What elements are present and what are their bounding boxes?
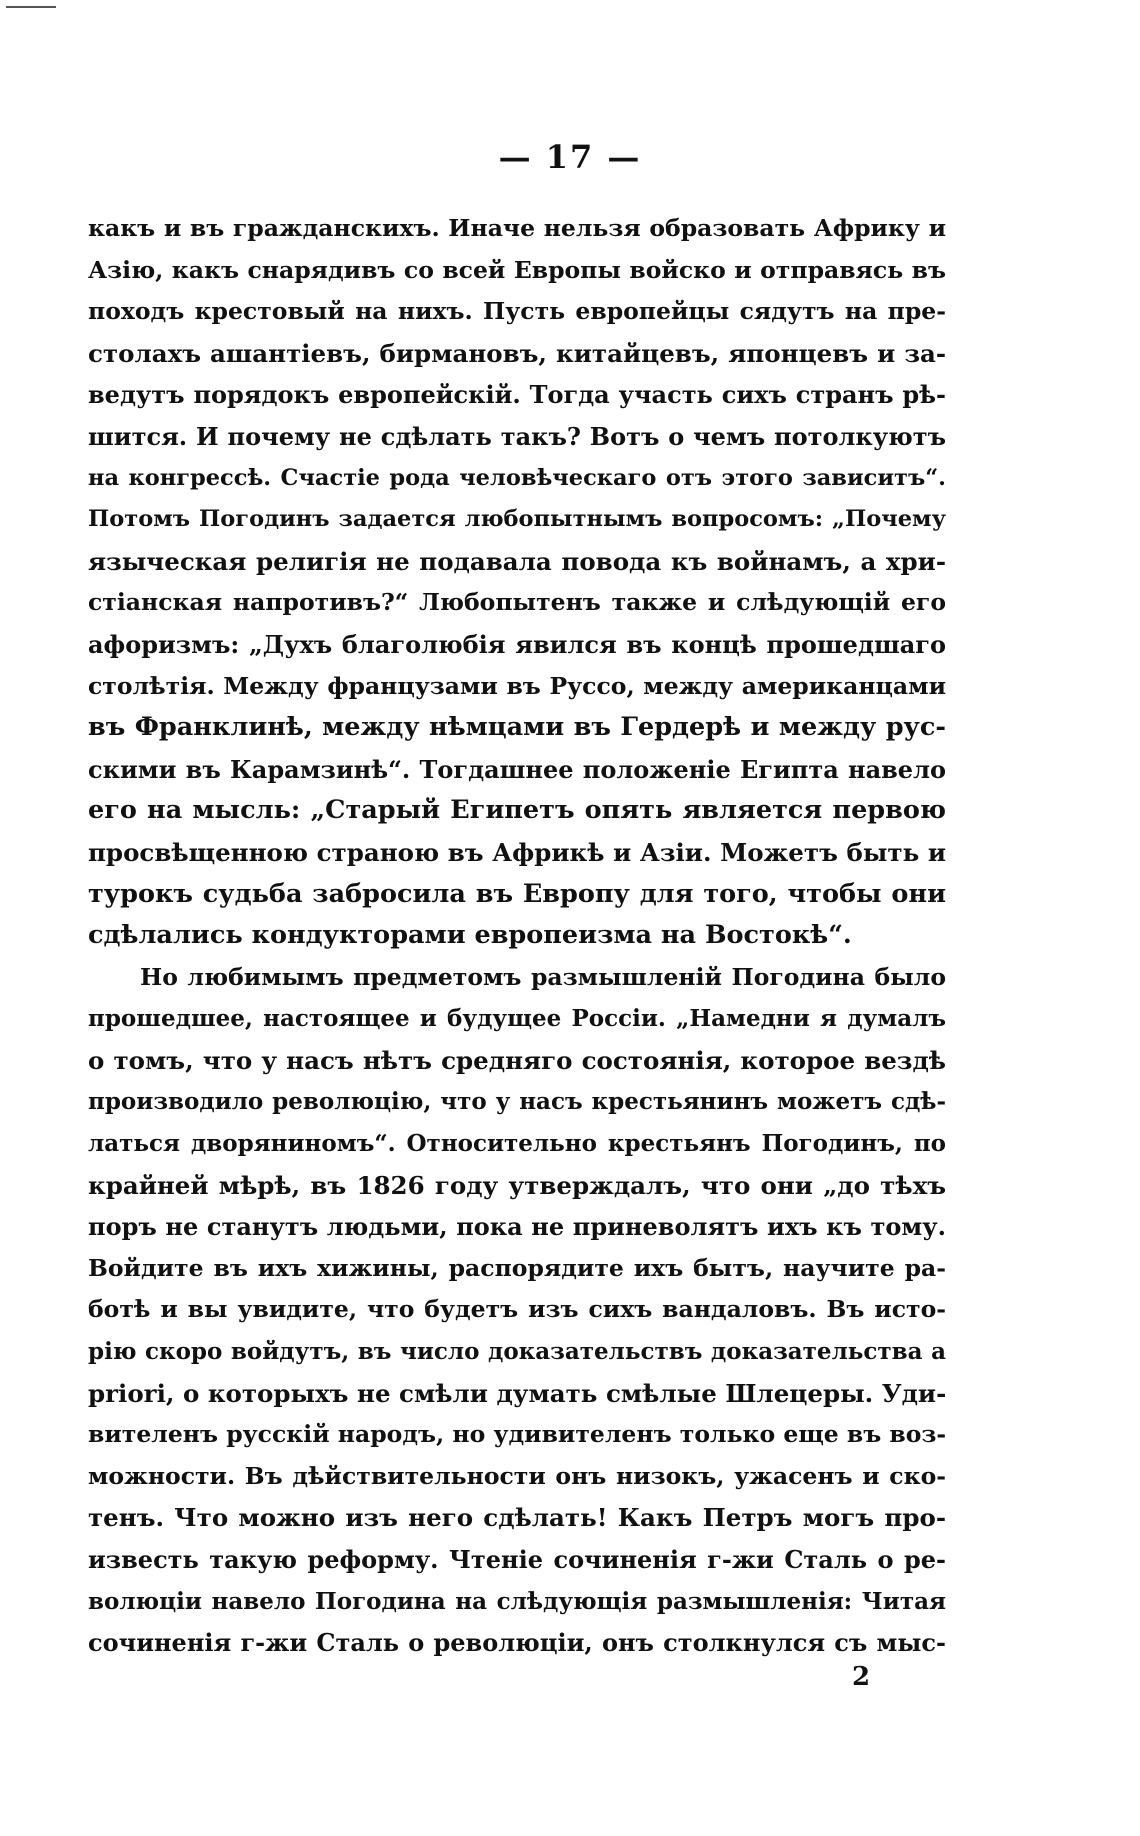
text-line: прошедшее, настоящее и будущее Россіи. „Намедни я думалъ [88,1005,946,1033]
text-line: производило революцію, что у насъ крестьянинъ можетъ сдѣ- [88,1088,946,1116]
text-line: ботѣ и вы увидите, что будетъ изъ сихъ вандаловъ. Въ исто- [88,1295,946,1324]
text-line: тенъ. Что можно изъ него сдѣлать! Какъ Петръ могъ про- [88,1503,946,1533]
text-line: походъ крестовый на нихъ. Пусть европейцы сядутъ на пре- [88,297,946,326]
text-line: ведутъ порядокъ европейскій. Тогда участь сихъ странъ рѣ- [88,380,946,410]
signature-mark: 2 [852,1662,871,1692]
text-line: турокъ судьба забросила въ Европу для того, чтобы они [88,878,946,909]
text-line: priori, о которыхъ не смѣли думать смѣлые Шлецеры. Уди- [88,1378,946,1408]
text-line: сдѣлались кондукторами европеизма на Востокѣ“. [88,920,852,951]
text-line: Войдите въ ихъ хижины, распорядите ихъ бытъ, научите ра- [88,1253,946,1282]
text-line: вителенъ русскій народъ, но удивителенъ только еще въ воз- [88,1420,946,1449]
text-line: языческая религія не подавала повода къ войнамъ, а хри- [88,546,946,576]
text-line: сочиненія г-жи Сталь о революціи, онъ столкнулся съ мыс- [88,1628,946,1658]
text-line: волюціи навело Погодина на слѣдующія размышленія: Читая [88,1587,946,1615]
text-line: крайней мѣрѣ, въ 1826 году утверждалъ, что они „до тѣхъ [88,1170,946,1200]
text-line: Азію, какъ снарядивъ со всей Европы войско и отправясь въ [88,255,946,284]
text-line: рію скоро войдутъ, въ число доказательствъ доказательства a [88,1338,946,1366]
text-line: о томъ, что у насъ нѣтъ средняго состоянія, которое вездѣ [88,1045,946,1075]
text-line: его на мысль: „Старый Египетъ опять является первою [88,795,946,826]
text-line: просвѣщенною страною въ Африкѣ и Азіи. Можетъ быть и [88,837,946,867]
body-text [88,208,946,1664]
text-line: известь такую реформу. Чтеніе сочиненія г-жи Сталь о ре- [88,1545,946,1574]
text-line: шится. И почему не сдѣлать такъ? Вотъ о чемъ потолкуютъ [88,421,946,451]
text-line: стіанская напротивъ?“ Любопытенъ также и слѣдующій его [88,588,946,617]
text-line: столахъ ашантіевъ, бирмановъ, китайцевъ, японцевъ и за- [88,338,946,368]
page-number: — 17 — [498,138,642,176]
text-line: латься дворяниномъ“. Относительно крестьянъ Погодинъ, по [88,1130,946,1158]
text-line: какъ и въ гражданскихъ. Иначе нельзя образовать Африку и [88,214,946,242]
text-line: поръ не станутъ людьми, пока не приневолятъ ихъ къ тому. [88,1212,946,1242]
text-line: Потомъ Погодинъ задается любопытнымъ вопросомъ: „Почему [88,506,946,533]
text-line: въ Франклинѣ, между нѣмцами въ Гердерѣ и между рус- [88,712,946,743]
text-line: Но любимымъ предметомъ размышленій Погодина было [140,962,946,991]
text-line: скими въ Карамзинѣ“. Тогдашнее положеніе Египта навело [88,754,946,784]
text-line: можности. Въ дѣйствительности онъ низокъ, ужасенъ и ско- [88,1461,946,1490]
scan-edge-mark [6,6,56,8]
text-line: афоризмъ: „Духъ благолюбія явился въ концѣ прошедшаго [88,629,946,659]
text-line: столѣтія. Между французами въ Руссо, между американцами [88,671,946,700]
text-line: на конгрессѣ. Счастіе рода человѣческаго отъ этого зависитъ“. [88,464,946,491]
